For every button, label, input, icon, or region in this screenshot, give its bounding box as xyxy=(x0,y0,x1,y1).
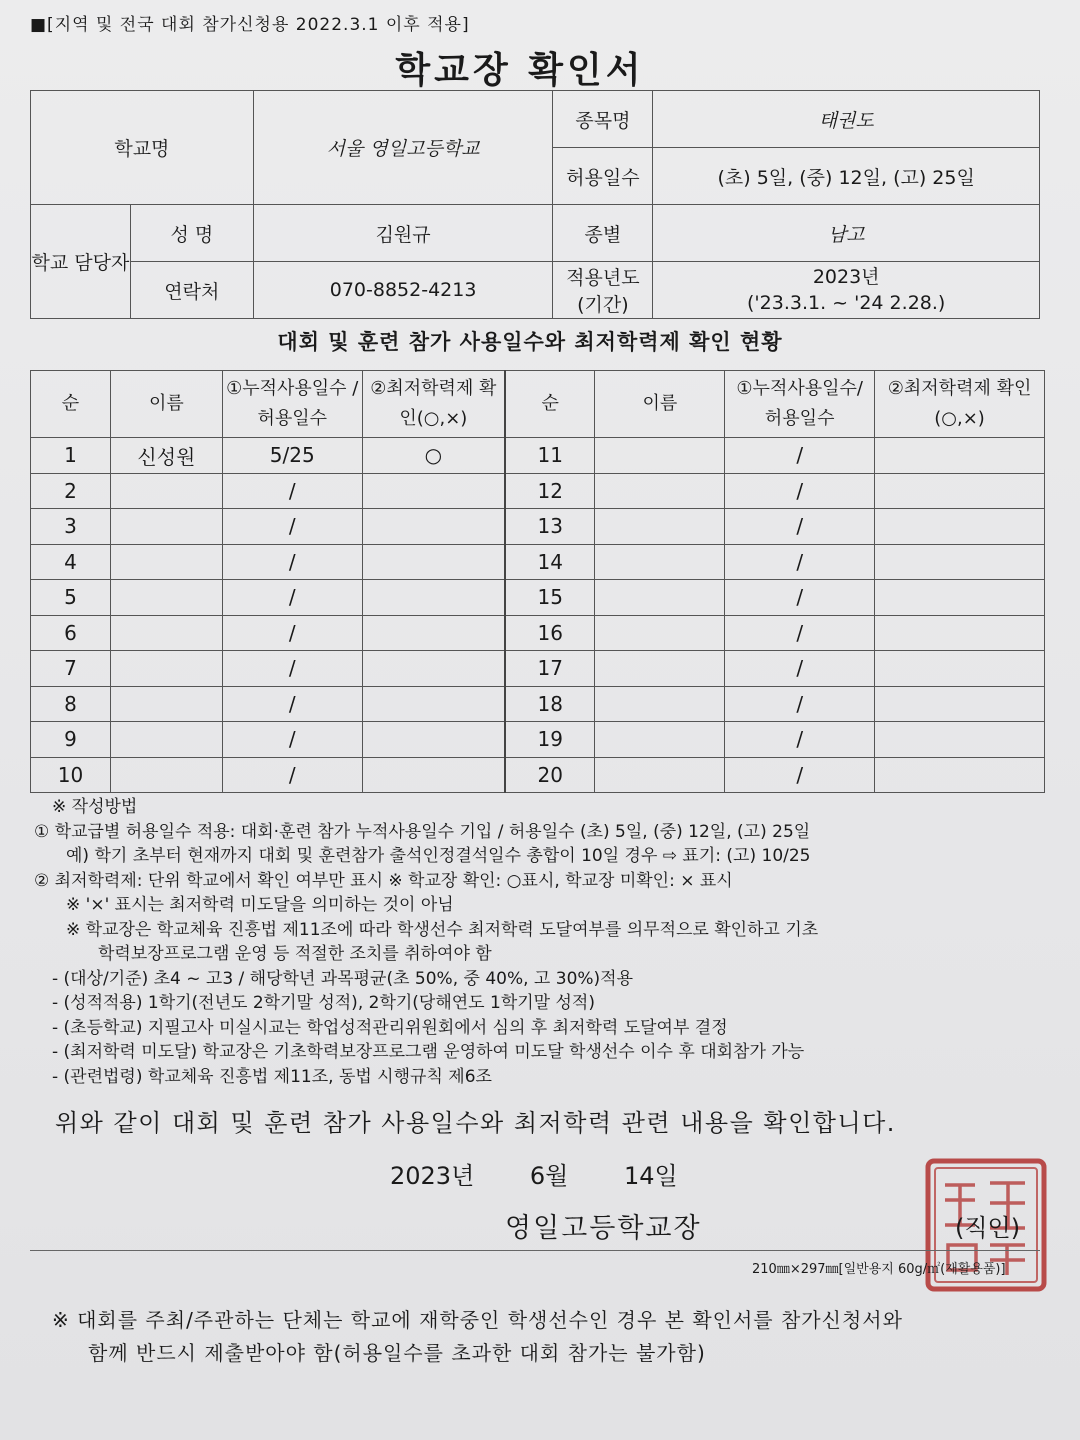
instructions xyxy=(34,795,1044,1089)
row-name xyxy=(110,651,222,687)
row-name-2 xyxy=(595,580,725,616)
status-table xyxy=(30,370,1045,793)
row-name: 신성원 xyxy=(110,438,222,474)
year-value xyxy=(653,262,1040,319)
date-month: 6월 xyxy=(529,1162,569,1190)
row-grade xyxy=(362,651,505,687)
row-days-2: / xyxy=(725,544,875,580)
row-no-2: 11 xyxy=(505,438,595,474)
row-no-2: 12 xyxy=(505,473,595,509)
row-grade xyxy=(362,615,505,651)
row-days-2: / xyxy=(725,580,875,616)
detail-2: - (성적적용) 1학기(전년도 2학기말 성적), 2학기(당해연도 1학기말 성적) xyxy=(52,993,595,1013)
row-grade xyxy=(362,473,505,509)
year-label: 적용년도 (기간) xyxy=(553,262,653,319)
row-grade-2 xyxy=(875,473,1045,509)
info-table xyxy=(30,90,1040,319)
row-no: 2 xyxy=(31,473,111,509)
notes-title: ※ 작성방법 xyxy=(52,797,138,817)
row-days-2: / xyxy=(725,509,875,545)
phone-label: 연락처 xyxy=(130,262,253,319)
row-grade xyxy=(362,722,505,758)
row-days: / xyxy=(222,722,362,758)
row-no: 4 xyxy=(31,544,111,580)
row-name xyxy=(110,509,222,545)
year-text: 2023년 xyxy=(812,266,880,288)
footer-note xyxy=(52,1304,903,1370)
row-name-2 xyxy=(595,509,725,545)
row-name xyxy=(110,580,222,616)
detail-1: - (대상/기준) 초4 ~ 고3 / 해당학년 과목평균(초 50%, 중 40%, 고 30%)적용 xyxy=(52,968,634,989)
row-no-2: 18 xyxy=(505,686,595,722)
table-row xyxy=(31,544,1045,580)
row-grade-2 xyxy=(875,580,1045,616)
seal-label: (직인) xyxy=(955,1214,1021,1242)
table-row xyxy=(31,473,1045,509)
header-name-2: 이름 xyxy=(595,371,725,438)
allowed-days-value: (초) 5일, (중) 12일, (고) 25일 xyxy=(653,148,1040,205)
table-row xyxy=(31,651,1045,687)
row-name-2 xyxy=(595,438,725,474)
row-name-2 xyxy=(595,757,725,793)
detail-5: - (관련법령) 학교체육 진흥법 제11조, 동법 시행규칙 제6조 xyxy=(52,1066,492,1087)
row-no: 3 xyxy=(31,509,111,545)
header-days-2: ①누적사용일수/ 허용일수 xyxy=(725,371,875,438)
gender-value: 남고 xyxy=(653,205,1040,262)
footer-divider xyxy=(30,1250,1040,1251)
note-2: ② 최저학력제: 단위 학교에서 확인 여부만 표시 ※ 학교장 확인: ○표시, 학교장 미확인: × 표시 xyxy=(34,870,733,891)
header-grade: ②최저학력제 확인(○,×) xyxy=(362,371,505,438)
row-grade-2 xyxy=(875,757,1045,793)
row-name xyxy=(110,757,222,793)
row-days-2: / xyxy=(725,438,875,474)
gender-label: 종별 xyxy=(553,205,653,262)
period-text: ('23.3.1. ~ '24 2.28.) xyxy=(747,292,946,314)
row-days: / xyxy=(222,509,362,545)
row-days: / xyxy=(222,686,362,722)
row-days: / xyxy=(222,473,362,509)
row-grade-2 xyxy=(875,686,1045,722)
row-days: / xyxy=(222,580,362,616)
row-name-2 xyxy=(595,473,725,509)
row-grade xyxy=(362,544,505,580)
row-days-2: / xyxy=(725,473,875,509)
table-row xyxy=(31,757,1045,793)
row-no: 5 xyxy=(31,580,111,616)
row-name-2 xyxy=(595,722,725,758)
table-row xyxy=(31,615,1045,651)
issue-date xyxy=(390,1156,726,1191)
table-row xyxy=(31,438,1045,474)
school-name: 서울 영일고등학교 xyxy=(253,91,553,205)
row-days-2: / xyxy=(725,686,875,722)
name-label: 성 명 xyxy=(130,205,253,262)
date-day: 14일 xyxy=(624,1162,678,1190)
row-days: 5/25 xyxy=(222,438,362,474)
note-1-example: 예) 학기 초부터 현재까지 대회 및 훈련참가 출석인정결석일수 총합이 10일 경우 ⇨ 표기: (고) 10/25 xyxy=(66,846,811,866)
row-days-2: / xyxy=(725,722,875,758)
row-days-2: / xyxy=(725,651,875,687)
row-days: / xyxy=(222,544,362,580)
row-no-2: 13 xyxy=(505,509,595,545)
row-no-2: 19 xyxy=(505,722,595,758)
row-name-2 xyxy=(595,544,725,580)
footer-line-1: ※ 대회를 주최/주관하는 단체는 학교에 재학중인 학생선수인 경우 본 확인서를 참가신청서와 xyxy=(52,1308,903,1332)
row-name-2 xyxy=(595,651,725,687)
row-grade-2 xyxy=(875,544,1045,580)
row-grade xyxy=(362,509,505,545)
row-no-2: 17 xyxy=(505,651,595,687)
header-no: 순 xyxy=(31,371,111,438)
row-no: 10 xyxy=(31,757,111,793)
paper-spec: 210㎜×297㎜[일반용지 60g/㎡(재활용품)] xyxy=(752,1262,1006,1277)
row-name xyxy=(110,615,222,651)
table-row xyxy=(31,686,1045,722)
row-no: 6 xyxy=(31,615,111,651)
row-grade-2 xyxy=(875,651,1045,687)
phone-value: 070-8852-4213 xyxy=(253,262,553,319)
confirmation-statement: 위와 같이 대회 및 훈련 참가 사용일수와 최저학력 관련 내용을 확인합니다. xyxy=(55,1109,896,1137)
row-grade-2 xyxy=(875,438,1045,474)
signer-title: 영일고등학교장 xyxy=(505,1213,702,1244)
row-name xyxy=(110,722,222,758)
name-value: 김원규 xyxy=(253,205,553,262)
table-row xyxy=(31,722,1045,758)
row-days: / xyxy=(222,615,362,651)
table-row xyxy=(31,580,1045,616)
row-grade-2 xyxy=(875,615,1045,651)
note-1: ① 학교급별 허용일수 적용: 대회·훈련 참가 누적사용일수 기입 / 허용일수 (초) 5일, (중) 12일, (고) 25일 xyxy=(34,821,811,842)
row-grade-2 xyxy=(875,722,1045,758)
row-no-2: 14 xyxy=(505,544,595,580)
row-no: 9 xyxy=(31,722,111,758)
header-no-2: 순 xyxy=(505,371,595,438)
footer-line-2: 함께 반드시 제출받아야 함(허용일수를 초과한 대회 참가는 불가함) xyxy=(88,1341,706,1365)
date-year: 2023년 xyxy=(390,1162,475,1190)
row-days: / xyxy=(222,651,362,687)
header-grade-2: ②최저학력제 확인(○,×) xyxy=(875,371,1045,438)
detail-4: - (최저학력 미도달) 학교장은 기초학력보장프로그램 운영하여 미도달 학생선수 이수 후 대회참가 가능 xyxy=(52,1042,805,1062)
row-grade xyxy=(362,580,505,616)
row-days: / xyxy=(222,757,362,793)
row-grade xyxy=(362,686,505,722)
row-grade-2 xyxy=(875,509,1045,545)
form-header: ■[지역 및 전국 대회 참가신청용 2022.3.1 이후 적용] xyxy=(30,15,470,35)
detail-3: - (초등학교) 지필고사 미실시교는 학업성적관리위원회에서 심의 후 최저학력 도달여부 결정 xyxy=(52,1017,728,1038)
school-label: 학교명 xyxy=(31,91,254,205)
row-no-2: 20 xyxy=(505,757,595,793)
note-2-a: ※ '×' 표시는 최저학력 미도달을 의미하는 것이 아님 xyxy=(66,895,454,915)
sport-label: 종목명 xyxy=(553,91,653,148)
contact-label: 학교 담당자 xyxy=(31,205,131,319)
header-name: 이름 xyxy=(110,371,222,438)
row-name xyxy=(110,473,222,509)
sport-value: 태권도 xyxy=(653,91,1040,148)
row-grade xyxy=(362,757,505,793)
row-days-2: / xyxy=(725,757,875,793)
note-2-b: ※ 학교장은 학교체육 진흥법 제11조에 따라 학생선수 최저학력 도달여부를 의무적으로 확인하고 기초 xyxy=(66,919,819,940)
row-name-2 xyxy=(595,686,725,722)
header-days: ①누적사용일수 /허용일수 xyxy=(222,371,362,438)
row-name-2 xyxy=(595,615,725,651)
note-2-b-cont: 학력보장프로그램 운영 등 적절한 조치를 취하여야 함 xyxy=(98,944,492,964)
row-no-2: 16 xyxy=(505,615,595,651)
row-no-2: 15 xyxy=(505,580,595,616)
row-no: 7 xyxy=(31,651,111,687)
document-title: 학교장 확인서 xyxy=(395,50,645,91)
row-name xyxy=(110,686,222,722)
allowed-days-label: 허용일수 xyxy=(553,148,653,205)
row-days-2: / xyxy=(725,615,875,651)
table-row xyxy=(31,509,1045,545)
status-table-body xyxy=(31,438,1045,793)
row-no: 1 xyxy=(31,438,111,474)
row-grade: ○ xyxy=(362,438,505,474)
row-name xyxy=(110,544,222,580)
section-title: 대회 및 훈련 참가 사용일수와 최저학력제 확인 현황 xyxy=(277,330,783,354)
row-no: 8 xyxy=(31,686,111,722)
